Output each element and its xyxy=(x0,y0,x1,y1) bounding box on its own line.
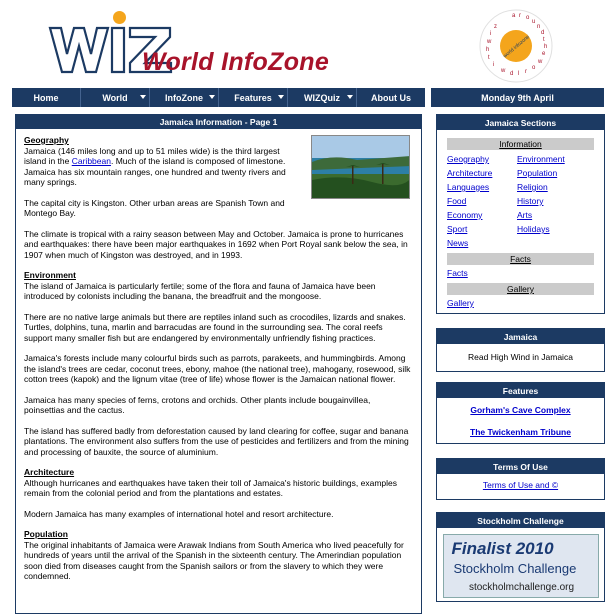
box-title: Features xyxy=(437,383,604,398)
nav-world[interactable] xyxy=(81,88,150,107)
link-arts[interactable]: Arts xyxy=(517,210,533,220)
banner-line: Stockholm Challenge xyxy=(453,561,577,576)
svg-text:h: h xyxy=(544,44,548,50)
features-box xyxy=(436,382,605,444)
svg-text:w: w xyxy=(538,59,543,65)
stockholm-challenge-banner[interactable] xyxy=(443,534,599,598)
paragraph: The capital city is Kingston. Other urban areas are Spanish Town and Montego Bay. xyxy=(24,197,285,218)
main-nav xyxy=(12,88,425,107)
paragraph-text: . Much of the island is composed of limestone. Jamaica has six mountain ranges, one hundred and twenty rivers and many springs. xyxy=(24,156,286,187)
link-environment[interactable]: Environment xyxy=(517,154,565,164)
nav-label: InfoZone xyxy=(165,92,203,103)
banner-line: Finalist 2010 xyxy=(451,539,554,558)
svg-text:d: d xyxy=(541,30,545,36)
svg-text:r: r xyxy=(525,69,527,75)
stockholm-box xyxy=(436,512,605,602)
nav-label: Home xyxy=(33,92,59,103)
dropdown-arrow-icon xyxy=(209,95,215,99)
facts-heading[interactable]: Facts xyxy=(447,253,594,265)
svg-text:h: h xyxy=(486,47,490,53)
nav-label: World xyxy=(102,92,128,103)
svg-text:u: u xyxy=(532,19,536,25)
paragraph: The climate is tropical with a rainy season between May and October. Jamaica is prone to hurricanes and earthquakes: there have been major earthquakes in 1692 when Port Royal sank below the sea, in 1907 when much of Kingston was destroyed, and in 1993. xyxy=(24,228,408,260)
link-facts[interactable]: Facts xyxy=(447,268,468,278)
link-holidays[interactable]: Holidays xyxy=(517,224,550,234)
paragraph: Modern Jamaica has many examples of international hotel and resort architecture. xyxy=(24,508,334,519)
section-heading: Architecture xyxy=(24,467,75,477)
svg-text:i: i xyxy=(490,31,492,37)
svg-text:r: r xyxy=(519,13,521,19)
section-heading: Population xyxy=(24,529,68,539)
link-gallery[interactable]: Gallery xyxy=(447,298,474,308)
link-religion[interactable]: Religion xyxy=(517,182,548,192)
svg-text:e: e xyxy=(542,51,546,57)
feature-link-gorhams-cave[interactable]: Gorham's Cave Complex xyxy=(470,405,571,415)
terms-box xyxy=(436,458,605,500)
date-bar: Monday 9th April xyxy=(431,88,604,107)
paragraph: The island has suffered badly from deforestation caused by land clearing for coffee, sugar and banana plantations. The environment also suffers from the use of pesticides and fertilizers and from the mining and processing of bauxite, the source of aluminium. xyxy=(24,425,409,457)
paragraph: The island of Jamaica is particularly fertile; some of the flora and fauna of Jamaica have been introduced by colonists including the banana, the breadfruit and the mongoose. xyxy=(24,280,376,301)
nav-label: About Us xyxy=(371,92,411,103)
paragraph: Although hurricanes and earthquakes have taken their toll of Jamaica's historic buildings, examples remain from the colonial period and from the plantations and estates. xyxy=(24,477,397,498)
dropdown-arrow-icon xyxy=(347,95,353,99)
link-news[interactable]: News xyxy=(447,238,469,248)
box-title: Terms Of Use xyxy=(437,459,604,474)
feature-link-twickenham-tribune[interactable]: The Twickenham Tribune xyxy=(470,427,571,437)
svg-text:a: a xyxy=(512,13,516,19)
gallery-heading[interactable]: Gallery xyxy=(447,283,594,295)
paragraph-text: Jamaica (146 miles long and up to 51 miles wide) is the third largest island in the xyxy=(24,145,280,166)
jamaica-sections-box xyxy=(436,114,605,314)
jamaica-bay-photo xyxy=(311,135,410,199)
site-header xyxy=(0,0,613,88)
nav-wizquiz[interactable] xyxy=(288,88,357,107)
link-sport[interactable]: Sport xyxy=(447,224,468,234)
jamaica-box xyxy=(436,328,605,372)
paragraph: Jamaica has many species of ferns, crotons and orchids. Other plants include bougainvillea, poinsettias and the cactus. xyxy=(24,394,371,415)
jamaica-text: Read High Wind in Jamaica xyxy=(468,352,573,362)
section-heading: Geography xyxy=(24,135,69,145)
information-heading[interactable]: Information xyxy=(447,138,594,150)
box-title: Jamaica Sections xyxy=(437,115,604,130)
nav-infozone[interactable] xyxy=(150,88,219,107)
box-title: Stockholm Challenge xyxy=(437,513,604,528)
svg-text:t: t xyxy=(543,37,545,43)
nav-features[interactable] xyxy=(219,88,288,107)
site-title[interactable]: World InfoZone xyxy=(142,48,330,76)
information-links xyxy=(447,150,594,253)
link-population[interactable]: Population xyxy=(517,168,558,178)
svg-text:l: l xyxy=(518,71,520,77)
world-infozone-badge xyxy=(478,8,554,84)
link-food[interactable]: Food xyxy=(447,196,467,206)
link-economy[interactable]: Economy xyxy=(447,210,483,220)
nav-about-us[interactable] xyxy=(357,88,425,107)
caribbean-link[interactable]: Caribbean xyxy=(71,156,111,166)
nav-home[interactable] xyxy=(12,88,81,107)
link-architecture[interactable]: Architecture xyxy=(447,168,493,178)
link-history[interactable]: History xyxy=(517,196,544,206)
svg-text:z: z xyxy=(494,24,497,30)
link-languages[interactable]: Languages xyxy=(447,182,490,192)
page-title: Jamaica Information - Page 1 xyxy=(16,115,421,129)
link-geography[interactable]: Geography xyxy=(447,154,490,164)
svg-text:world infozone: world infozone xyxy=(502,34,531,60)
box-title: Jamaica xyxy=(437,329,604,344)
paragraph: There are no native large animals but there are reptiles inland such as crocodiles, lizards and snakes. Turtles, dolphins, tuna, marlin and barracudas are found in the surrounding sea. The coral reefs support many smaller fish but are endangered by environmentally unfriendly fishing practices. xyxy=(24,311,406,343)
dropdown-arrow-icon xyxy=(140,95,146,99)
paragraph: The original inhabitants of Jamaica were Arawak Indians from South America who lived peacefully for hundreds of years until the arrival of the Spanish in the sixteenth century. The Amerindian population soon died from diseases caught from the Spanish sailors or from the slavery to which they were condemned. xyxy=(24,539,404,581)
main-panel xyxy=(15,114,422,614)
dropdown-arrow-icon xyxy=(278,95,284,99)
svg-text:i: i xyxy=(493,62,495,68)
paragraph: Jamaica's forests include many colourful birds such as parrots, parakeets, and hummingbirds. Among the island's trees are cedar, coconut trees, ebony, mahoe (the national tree), mahogany, rosewood, silk cotton trees (kapok) and the lignum vitae (tree of life) whose flower is the Jamaican national flower. xyxy=(24,353,411,384)
terms-of-use-link[interactable]: Terms of Use and © xyxy=(482,480,559,490)
article-content xyxy=(16,129,421,582)
svg-text:o: o xyxy=(526,15,530,21)
banner-line: stockholmchallenge.org xyxy=(468,582,575,593)
svg-text:o: o xyxy=(532,65,536,71)
svg-text:n: n xyxy=(537,24,541,30)
nav-label: WIZQuiz xyxy=(304,92,340,103)
svg-text:w: w xyxy=(501,68,506,74)
nav-label: Features xyxy=(234,92,272,103)
svg-text:t: t xyxy=(488,55,490,61)
svg-text:d: d xyxy=(510,71,514,77)
svg-text:w: w xyxy=(487,39,492,45)
section-heading: Environment xyxy=(24,270,76,280)
